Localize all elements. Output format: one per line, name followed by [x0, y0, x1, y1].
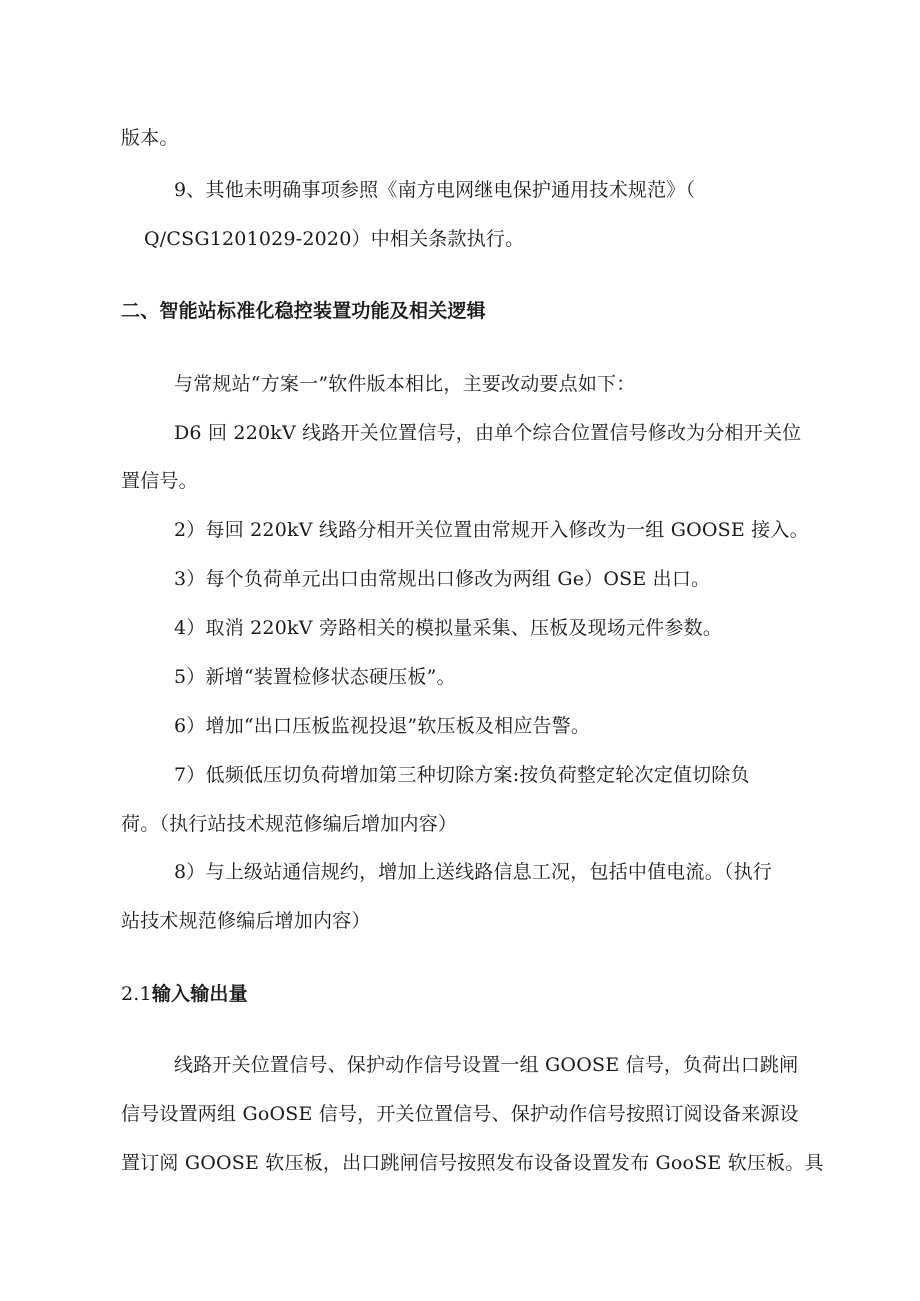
item-3: 3）每个负荷单元出口由常规出口修改为两组 Ge）OSE 出口。	[174, 568, 711, 590]
section-2-heading: 二、智能站标准化稳控装置功能及相关逻辑	[121, 300, 486, 322]
item-d6-line-1: D6 回 220kV 线路开关位置信号，由单个综合位置信号修改为分相开关位	[174, 422, 802, 444]
item-6: 6）增加“出口压板监视投退”软压板及相应告警。	[174, 715, 591, 737]
section-2-1-para-line-1: 线路开关位置信号、保护动作信号设置一组 GOOSE 信号，负荷出口跳闸	[174, 1054, 799, 1076]
section-2-1-para-line-2: 信号设置两组 GoOSE 信号，开关位置信号、保护动作信号按照订阅设备来源设	[121, 1103, 799, 1125]
section-2-1-para-line-3: 置订阅 GOOSE 软压板，出口跳闸信号按照发布设备设置发布 GooSE 软压板。具	[121, 1152, 824, 1174]
section-2-1-title: 输入输出量	[151, 983, 248, 1005]
item-7-line-2: 荷。（执行站技术规范修编后增加内容）	[121, 813, 458, 835]
item-8-line-1: 8）与上级站通信规约，增加上送线路信息工况，包括中值电流。（执行	[174, 861, 772, 883]
section-2-1-heading	[121, 982, 248, 1006]
item-7-line-1: 7）低频低压切负荷增加第三种切除方案:按负荷整定轮次定值切除负	[174, 764, 750, 786]
item-9-line-2: Q/CSG1201029-2020）中相关条款执行。	[144, 228, 525, 250]
item-9-line-1: 9、其他未明确事项参照《南方电网继电保护通用技术规范》（	[174, 179, 696, 201]
item-4: 4）取消 220kV 旁路相关的模拟量采集、压板及现场元件参数。	[174, 617, 723, 639]
intro-continuation: 版本。	[121, 127, 179, 149]
item-2: 2）每回 220kV 线路分相开关位置由常规开入修改为一组 GOOSE 接入。	[174, 519, 809, 541]
item-5: 5）新增“装置检修状态硬压板”。	[174, 666, 456, 688]
item-d6-line-2: 置信号。	[121, 470, 198, 492]
section-2-lead: 与常规站“方案一”软件版本相比，主要改动要点如下：	[174, 373, 636, 395]
item-8-line-2: 站技术规范修编后增加内容）	[121, 910, 371, 932]
section-2-1-number: 2.1	[121, 983, 152, 1005]
